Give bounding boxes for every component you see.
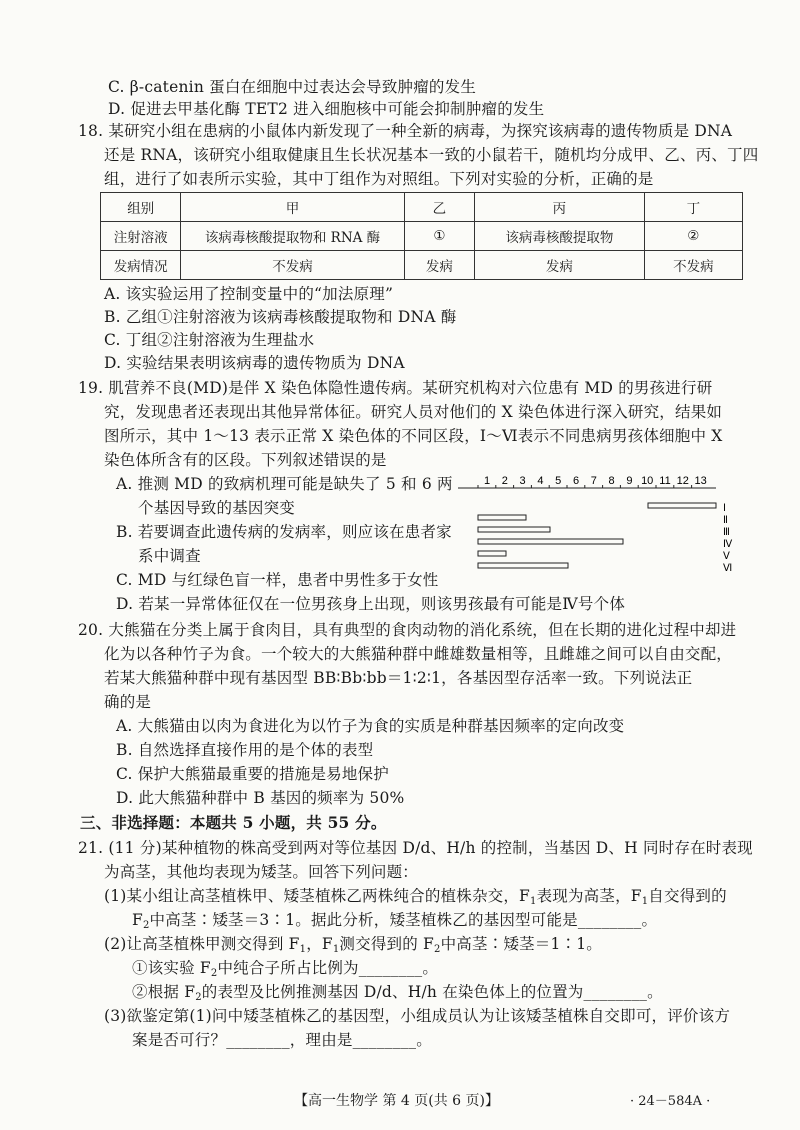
table-cell: 不发病 — [644, 251, 742, 280]
q19-option-b-2: 系中调查 — [138, 547, 201, 565]
q19-stem-3: 图所示，其中 1～13 表示正常 X 染色体的不同区段，Ⅰ～Ⅵ表示不同患病男孩体细胞中 X — [104, 427, 723, 445]
subscript: 2 — [210, 968, 218, 979]
q19-option-a-1: A. 推测 MD 的致病机理可能是缺失了 5 和 6 两 — [116, 475, 453, 493]
footer-code: · 24－584A · — [630, 1094, 711, 1109]
deletion-bar — [478, 515, 526, 520]
segment-label: 4 — [537, 475, 544, 487]
text-span: 表现为高茎，F — [536, 887, 642, 905]
subscript: 2 — [195, 992, 202, 1003]
q18-option-c: C. 丁组②注射溶液为生理盐水 — [104, 331, 315, 349]
q21-stem-2: 为高茎，其他均表现为矮茎。回答下列问题： — [104, 863, 419, 881]
segment-label: 13 — [694, 475, 707, 487]
segment-label: 9 — [626, 475, 633, 487]
table-cell: 该病毒核酸提取物和 RNA 酶 — [181, 222, 404, 251]
q21-part2-line1 — [104, 934, 602, 960]
q18-option-a: A. 该实验运用了控制变量中的“加法原理” — [104, 285, 394, 303]
subscript: 1 — [332, 944, 340, 955]
q21-part3-line2: 案是否可行？________，理由是________。 — [132, 1031, 432, 1049]
segment-label: 11 — [659, 475, 671, 487]
segment-label: 6 — [572, 475, 580, 487]
q18-table — [100, 192, 743, 280]
q18-option-b: B. 乙组①注射溶液为该病毒核酸提取物和 DNA 酶 — [104, 308, 457, 326]
subscript: 2 — [142, 920, 150, 931]
row-label: Ⅳ — [723, 539, 733, 550]
row-label: Ⅱ — [723, 515, 728, 526]
table-header: 乙 — [404, 193, 474, 222]
table-cell: 发病 — [475, 251, 645, 280]
table-cell: 发病情况 — [101, 251, 181, 280]
deletion-bar — [478, 539, 623, 544]
text-span: 测交得到的 F — [339, 935, 435, 953]
table-cell: ① — [404, 222, 474, 251]
footer-page-info: 【高一生物学 第 4 页(共 6 页)】 — [294, 1093, 499, 1109]
table-cell: 该病毒核酸提取物 — [475, 222, 645, 251]
segment-label: 3 — [519, 475, 526, 487]
text-span: ②根据 F — [132, 983, 196, 1001]
row-labels — [723, 503, 733, 573]
q21-part3-line1: (3)欲鉴定第(1)问中矮茎植株乙的基因型，小组成员认为让该矮茎植株自交即可，评价该方 — [104, 1007, 731, 1025]
q17-option-c: C. β-catenin 蛋白在细胞中过表达会导致肿瘤的发生 — [108, 78, 477, 96]
q19-option-b-1: B. 若要调查此遗传病的发病率，则应该在患者家 — [116, 523, 452, 541]
table-row — [101, 222, 743, 251]
segment-label: 1 — [483, 475, 491, 487]
q21-part2-line3 — [132, 982, 663, 1008]
text-span: ①该实验 F — [132, 959, 211, 977]
subscript: 1 — [641, 896, 649, 907]
q21-part2-line2 — [132, 958, 438, 984]
q18-stem-3: 组，进行了如表所示实验，其中丁组作为对照组。下列对实验的分析，正确的是 — [104, 170, 654, 188]
deletion-bar — [648, 503, 716, 508]
q20-option-d: D. 此大熊猫种群中 B 基因的频率为 50% — [116, 789, 405, 807]
q21-part1-line2 — [132, 910, 657, 936]
q21-part1-line1 — [104, 886, 727, 912]
text-span: 自交得到的 — [648, 887, 727, 905]
deletion-bar — [478, 551, 506, 556]
q20-stem-3: 若某大熊猫种群中现有基因型 BB∶Bb∶bb＝1∶2∶1，各基因型存活率一致。下列说法正 — [104, 669, 693, 687]
table-row — [101, 193, 743, 222]
table-header: 丁 — [644, 193, 742, 222]
q20-stem-1: 20. 大熊猫在分类上属于食肉目，具有典型的食肉动物的消化系统，但在长期的进化过程中却进 — [78, 621, 737, 639]
q20-stem-4: 确的是 — [104, 693, 152, 711]
text-span: (2)让高茎植株甲测交得到 F — [104, 935, 300, 953]
subscript: 2 — [434, 944, 441, 955]
segment-label: 8 — [608, 475, 615, 487]
segment-label: 12 — [676, 475, 689, 487]
segment-label: 7 — [590, 475, 597, 487]
text-span: F — [132, 911, 143, 929]
text-span: 的表型及比例推测基因 D/d、H/h 在染色体上的位置为________。 — [201, 983, 663, 1001]
q18-stem-1: 18. 某研究小组在患病的小鼠体内新发现了一种全新的病毒，为探究该病毒的遗传物质是 DNA — [78, 122, 733, 140]
table-header: 甲 — [181, 193, 404, 222]
table-header: 丙 — [475, 193, 645, 222]
text-span: 中纯合子所占比例为________。 — [217, 959, 439, 977]
segment-label: 10 — [641, 475, 654, 487]
table-row — [101, 251, 743, 280]
q18-stem-2: 还是 RNA，该研究小组取健康且生长状况基本一致的小鼠若干，随机均分成甲、乙、丙、丁四 — [104, 146, 759, 164]
q18-option-d: D. 实验结果表明该病毒的遗传物质为 DNA — [104, 354, 405, 372]
subscript: 1 — [299, 944, 307, 955]
q19-option-d: D. 若某一异常体征仅在一位男孩身上出现，则该男孩最有可能是Ⅳ号个体 — [116, 595, 626, 613]
q17-option-d: D. 促进去甲基化酶 TET2 进入细胞核中可能会抑制肿瘤的发生 — [108, 100, 545, 118]
row-label: Ⅰ — [723, 503, 726, 514]
row-label: Ⅵ — [723, 563, 733, 573]
deletion-bars — [478, 503, 716, 568]
segment-label: 2 — [501, 475, 508, 487]
q19-option-c: C. MD 与红绿色盲一样，患者中男性多于女性 — [116, 571, 439, 589]
subscript: 1 — [530, 896, 537, 907]
chromosome-figure — [458, 473, 738, 573]
table-header: 组别 — [101, 193, 181, 222]
q20-option-b: B. 自然选择直接作用的是个体的表型 — [116, 741, 374, 759]
table-cell: ② — [644, 222, 742, 251]
q20-option-a: A. 大熊猫由以肉为食进化为以竹子为食的实质是种群基因频率的定向改变 — [116, 717, 625, 735]
q19-stem-4: 染色体所含有的区段。下列叙述错误的是 — [104, 451, 387, 469]
segment-label: 5 — [555, 475, 562, 487]
q19-option-a-2: 个基因导致的基因突变 — [138, 499, 296, 517]
table-cell: 不发病 — [181, 251, 404, 280]
row-label: Ⅴ — [723, 551, 730, 562]
text-span: (1)某小组让高茎植株甲、矮茎植株乙两株纯合的植株杂交，F — [104, 887, 531, 905]
section-three-heading: 三、非选择题：本题共 5 小题，共 55 分。 — [80, 813, 387, 832]
q21-stem-1: 21. (11 分)某种植物的株高受到两对等位基因 D/d、H/h 的控制，当基因 D、H 同时存在时表现 — [78, 839, 753, 857]
q19-stem-1: 19. 肌营养不良(MD)是伴 X 染色体隐性遗传病。某研究机构对六位患有 MD 的男孩进行研 — [78, 379, 713, 397]
row-label: Ⅲ — [723, 527, 730, 538]
text-span: 中高茎∶矮茎＝3∶1。据此分析，矮茎植株乙的基因型可能是________。 — [149, 911, 658, 929]
q20-option-c: C. 保护大熊猫最重要的措施是易地保护 — [116, 765, 389, 783]
deletion-bar — [478, 563, 568, 568]
q20-stem-2: 化为以各种竹子为食。一个较大的大熊猫种群中雌雄数量相等，且雌雄之间可以自由交配， — [104, 645, 733, 663]
table-cell: 注射溶液 — [101, 222, 181, 251]
table-cell: 发病 — [404, 251, 474, 280]
text-span: ，F — [306, 935, 333, 953]
text-span: 中高茎∶矮茎＝1∶1。 — [440, 935, 603, 953]
deletion-bar — [478, 527, 550, 532]
q19-stem-2: 究，发现患者还表现出其他异常体征。研究人员对他们的 X 染色体进行深入研究，结果如 — [104, 403, 723, 421]
